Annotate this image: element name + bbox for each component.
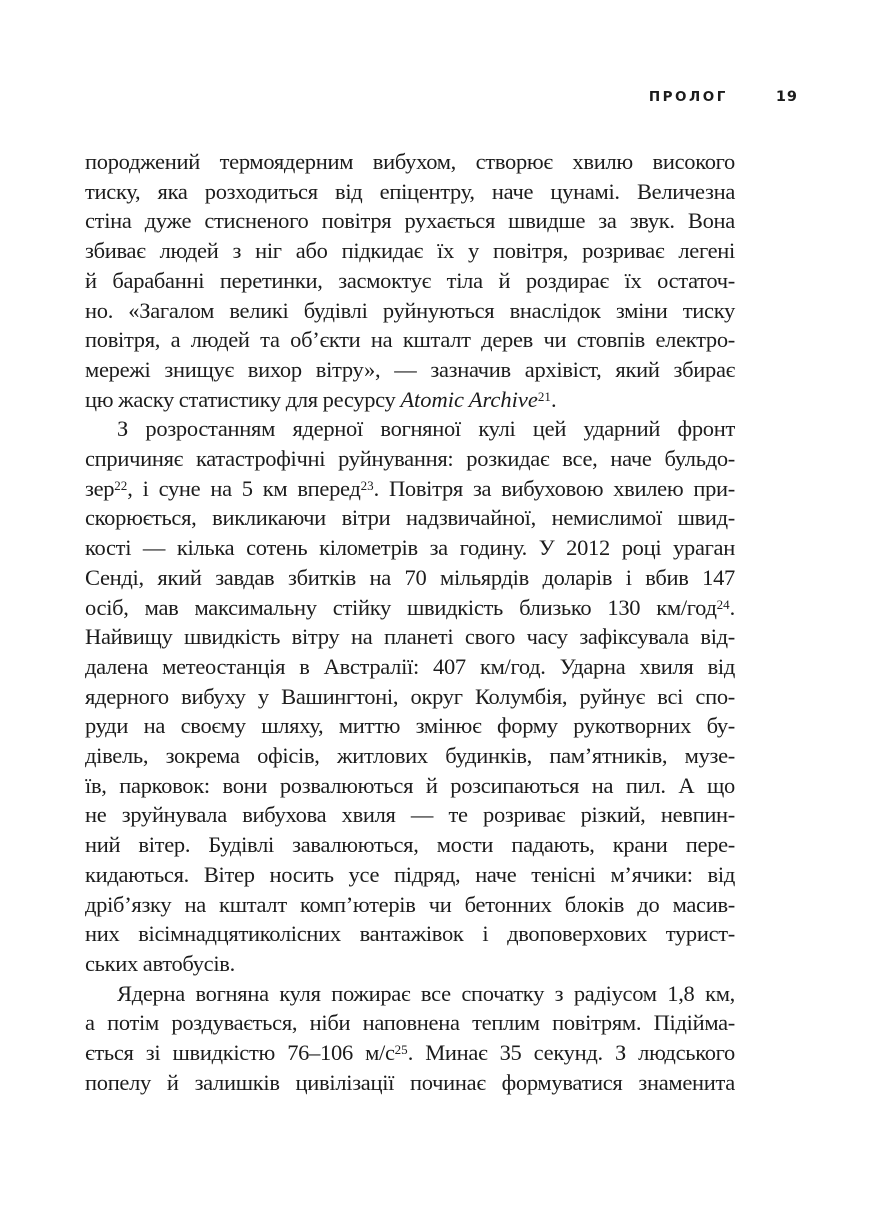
- text-line: їв, парковок: вони розвалюються й розсипаються на пил. А що: [85, 772, 735, 798]
- text-line: мережі знищує вихор вітру», — зазначив архівіст, який збирає: [85, 356, 735, 382]
- paragraph: [85, 979, 735, 1098]
- text-line: породжений термоядерним вибухом, створює хвилю високого: [85, 149, 735, 174]
- text-line: ських автобусів.: [85, 950, 235, 976]
- text-line: ний вітер. Будівлі завалюються, мости падають, крани пере-: [85, 832, 735, 858]
- text-line: З розростанням ядерної вогняної кулі цей ударний фронт: [117, 416, 735, 442]
- text-line: кидаються. Вітер носить усе підряд, наче тенісні м’ячики: від: [85, 861, 735, 887]
- text-line: кості — кілька сотень кілометрів за годину. У 2012 році ураган: [85, 535, 735, 561]
- text-line: спричиняє катастрофічні руйнування: розкидає все, наче бульдо-: [85, 446, 735, 472]
- paragraph: [85, 147, 735, 414]
- text-line: й барабанні перетинки, засмоктує тіла й роздирає їх остаточ-: [85, 267, 735, 293]
- text-line: повітря, а людей та об’єкти на кшталт дерев чи стовпів електро-: [85, 327, 735, 353]
- paragraph: [85, 414, 735, 978]
- text-line: них вісімнадцятиколісних вантажівок і двоповерхових турист-: [85, 921, 735, 947]
- text-line: Найвищу швидкість вітру на планеті свого часу зафіксувала від-: [85, 624, 735, 650]
- text-line: Сенді, який завдав збитків на 70 мільярдів доларів і вбив 147: [85, 564, 735, 590]
- text-line: руди на своєму шляху, миттю змінює форму рукотворних бу-: [85, 713, 735, 739]
- text-line: збиває людей з ніг або підкидає їх у повітря, розриває легені: [85, 238, 735, 264]
- text-line: дріб’язку на кшталт комп’ютерів чи бетонних блоків до масив-: [85, 891, 735, 917]
- text-line: тиску, яка розходиться від епіцентру, наче цунамі. Величезна: [85, 178, 735, 204]
- running-title: ПРОЛОГ: [648, 89, 728, 105]
- text-line: Ядерна вогняна куля пожирає все спочатку з радіусом 1,8 км,: [117, 980, 735, 1006]
- body-text-column: [85, 147, 735, 1098]
- page-number: 19: [775, 89, 798, 105]
- text-line: зер$^{22}$, і суне на 5 км вперед$^{23}$. Повітря за вибуховою хвилею при-: [85, 475, 735, 501]
- text-line: далена метеостанція в Австралії: 407 км/год. Ударна хвиля від: [85, 653, 735, 679]
- text-line: ядерного вибуху у Вашингтоні, округ Колумбія, руйнує всі спо-: [85, 683, 735, 709]
- text-line: стіна дуже стисненого повітря рухається швидше за звук. Вона: [85, 208, 735, 234]
- text-line: попелу й залишків цивілізації починає формуватися знаменита: [85, 1069, 735, 1095]
- text-line: не зруйнувала вибухова хвиля — те розриває різкий, невпин-: [85, 802, 735, 828]
- text-line: дівель, зокрема офісів, житлових будинків, пам’ятників, музе-: [85, 743, 735, 769]
- text-line: осіб, мав максимальну стійку швидкість близько 130 км/год$^{24}$.: [85, 594, 735, 620]
- running-header: [649, 90, 798, 105]
- text-line: цю жаску статистику для ресурсу Atomic Archive$^{21}$.: [85, 386, 557, 412]
- text-line: а потім роздувається, ніби наповнена теплим повітрям. Підійма-: [85, 1010, 735, 1036]
- text-line: ється зі швидкістю 76–106 $м/с^{25}$. Минає 35 секунд. З людського: [85, 1040, 735, 1066]
- text-line: но. «Загалом великі будівлі руйнуються внаслідок зміни тиску: [85, 297, 735, 323]
- text-line: скорюється, викликаючи вітри надзвичайної, немислимої швид-: [85, 505, 735, 531]
